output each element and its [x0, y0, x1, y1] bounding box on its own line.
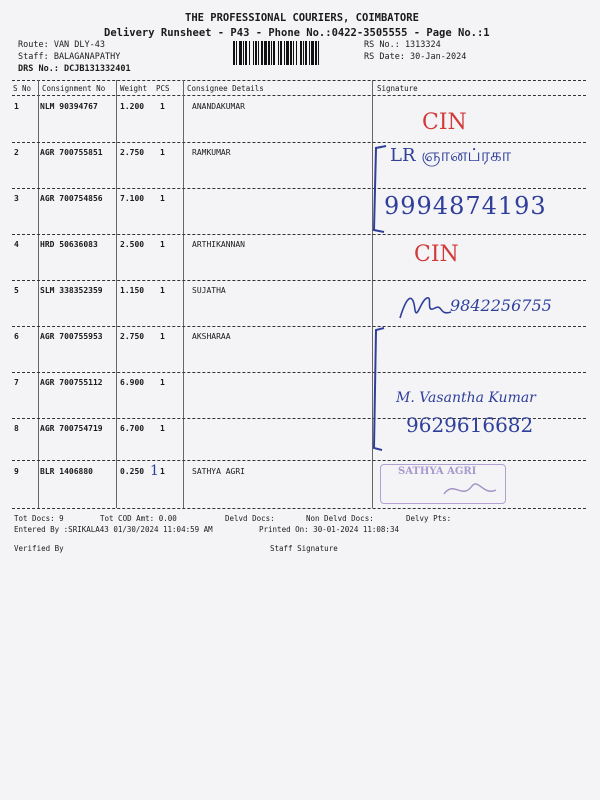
divider: [12, 142, 586, 143]
row-weight: 2.750: [120, 148, 145, 157]
row-pcs: 1: [160, 378, 165, 387]
verified-by: Verified By: [14, 544, 64, 553]
row-consignment: AGR 700755112: [40, 378, 103, 387]
barcode-bar: [286, 41, 289, 65]
row-consignee: RAMKUMAR: [192, 148, 231, 157]
row-pcs: 1: [160, 286, 165, 295]
row-pcs: 1: [160, 194, 165, 203]
col-sno: S No: [13, 84, 32, 93]
drs-number: DRS No.: DCJB131332401: [18, 64, 131, 74]
printed-on: Printed On: 30-01-2024 11:08:34: [259, 525, 399, 534]
row-sno: 7: [14, 378, 19, 387]
handwritten-cin-1: CIN: [422, 110, 467, 135]
row-pcs: 1: [160, 148, 165, 157]
barcode-bar: [258, 41, 259, 65]
divider: [12, 326, 586, 327]
handwritten-phone-1: 9994874193: [384, 192, 547, 220]
row-pcs: 1: [160, 240, 165, 249]
row-sno: 2: [14, 148, 19, 157]
delivered-docs: Delvd Docs:: [225, 514, 275, 523]
row-sno: 5: [14, 286, 19, 295]
barcode-bar: [245, 41, 247, 65]
row-sno: 6: [14, 332, 19, 341]
row-consignee: AKSHARAA: [192, 332, 231, 341]
barcode-bar: [236, 41, 237, 65]
row-sno: 1: [14, 102, 19, 111]
row-consignment: AGR 700755851: [40, 148, 103, 157]
divider: [12, 95, 586, 96]
barcode-bar: [284, 41, 285, 65]
row-sno: 9: [14, 467, 19, 476]
row-consignee: ANANDAKUMAR: [192, 102, 245, 111]
barcode-bar: [280, 41, 282, 65]
barcode-image: [232, 41, 358, 65]
staff-signature: Staff Signature: [270, 544, 338, 553]
row-pcs: 1: [160, 332, 165, 341]
row-weight: 2.500: [120, 240, 145, 249]
runsheet-subtitle: Delivery Runsheet - P43 - Phone No.:0422-3505555 - Page No.:1: [104, 27, 490, 39]
row-consignee: SATHYA AGRI: [192, 467, 245, 476]
stamp-signature: [440, 476, 500, 502]
row-consignment: AGR 700754856: [40, 194, 103, 203]
handwritten-phone-3: 9629616682: [406, 413, 534, 437]
route-label: Route: VAN DLY-43: [18, 40, 105, 50]
row-weight: 6.700: [120, 424, 145, 433]
row-weight: 6.900: [120, 378, 145, 387]
row-consignee: SUJATHA: [192, 286, 226, 295]
barcode-bar: [243, 41, 244, 65]
col-consignment: Consignment No: [42, 84, 106, 93]
company-title: THE PROFESSIONAL COURIERS, COIMBATORE: [185, 12, 419, 24]
total-docs: Tot Docs: 9: [14, 514, 64, 523]
table-row: [0, 102, 600, 116]
table-row: [0, 240, 600, 254]
barcode-bar: [249, 41, 250, 65]
divider: [12, 280, 586, 281]
barcode-bar: [273, 41, 275, 65]
barcode-bar: [300, 41, 302, 65]
row-sno: 3: [14, 194, 19, 203]
col-consignee: Consignee Details: [187, 84, 264, 93]
row-consignment: BLR 1406880: [40, 467, 93, 476]
col-signature: Signature: [377, 84, 418, 93]
handwritten-phone-2: 9842256755: [450, 296, 552, 315]
barcode-bar: [278, 41, 279, 65]
row-pcs: 1: [160, 102, 165, 111]
row-consignment: NLM 90394767: [40, 102, 98, 111]
company-stamp: [380, 464, 506, 504]
handwritten-lr-note: LR ஞானப்ரகா: [390, 145, 512, 166]
barcode-bar: [315, 41, 317, 65]
divider: [12, 508, 586, 509]
non-delivered-docs: Non Delvd Docs:: [306, 514, 374, 523]
row-consignment: AGR 700754719: [40, 424, 103, 433]
table-row: [0, 332, 600, 346]
staff-label: Staff: BALAGANAPATHY: [18, 52, 121, 62]
bracket-mark: [368, 322, 390, 456]
barcode-bar: [239, 41, 242, 65]
barcode-bar: [318, 41, 319, 65]
table-row: [0, 467, 600, 481]
col-pcs: PCS: [156, 84, 170, 93]
barcode-bar: [290, 41, 292, 65]
barcode-bar: [305, 41, 307, 65]
barcode-bar: [268, 41, 270, 65]
barcode-bar: [271, 41, 272, 65]
barcode-bar: [311, 41, 314, 65]
barcode-bar: [303, 41, 304, 65]
entered-by: Entered By :SRIKALA43 01/30/2024 11:04:59 AM: [14, 525, 213, 534]
signature-scribble: [395, 290, 455, 324]
row-consignment: AGR 700755953: [40, 332, 103, 341]
barcode-bar: [253, 41, 254, 65]
row-consignment: HRD 50636083: [40, 240, 98, 249]
barcode-bar: [261, 41, 263, 65]
divider: [12, 80, 586, 81]
row-sno: 8: [14, 424, 19, 433]
row-weight: 0.250: [120, 467, 145, 476]
divider: [12, 188, 586, 189]
row-consignee: ARTHIKANNAN: [192, 240, 245, 249]
row-weight: 7.100: [120, 194, 145, 203]
barcode-bar: [264, 41, 267, 65]
delivery-points: Delvy Pts:: [406, 514, 452, 523]
bracket-mark: [368, 140, 390, 236]
divider: [12, 372, 586, 373]
handwritten-cin-2: CIN: [414, 242, 459, 267]
row-pcs: 1: [160, 467, 165, 476]
barcode-bar: [293, 41, 294, 65]
row-pcs: 1: [160, 424, 165, 433]
row-weight: 1.150: [120, 286, 145, 295]
total-cod: Tot COD Amt: 0.00: [100, 514, 177, 523]
row-consignment: SLM 338352359: [40, 286, 103, 295]
row-weight: 2.750: [120, 332, 145, 341]
rs-number: RS No.: 1313324: [364, 40, 441, 50]
barcode-bar: [309, 41, 310, 65]
row-weight: 1.200: [120, 102, 145, 111]
barcode-bar: [233, 41, 235, 65]
handwritten-pcs-mark: 1: [150, 463, 159, 479]
col-weight: Weight: [120, 84, 148, 93]
handwritten-name: M. Vasantha Kumar: [396, 390, 536, 406]
barcode-bar: [255, 41, 257, 65]
row-sno: 4: [14, 240, 19, 249]
stamp-text: SATHYA AGRI: [398, 466, 477, 477]
barcode-bar: [296, 41, 297, 65]
divider: [12, 460, 586, 461]
rs-date: RS Date: 30-Jan-2024: [364, 52, 467, 62]
divider: [12, 234, 586, 235]
